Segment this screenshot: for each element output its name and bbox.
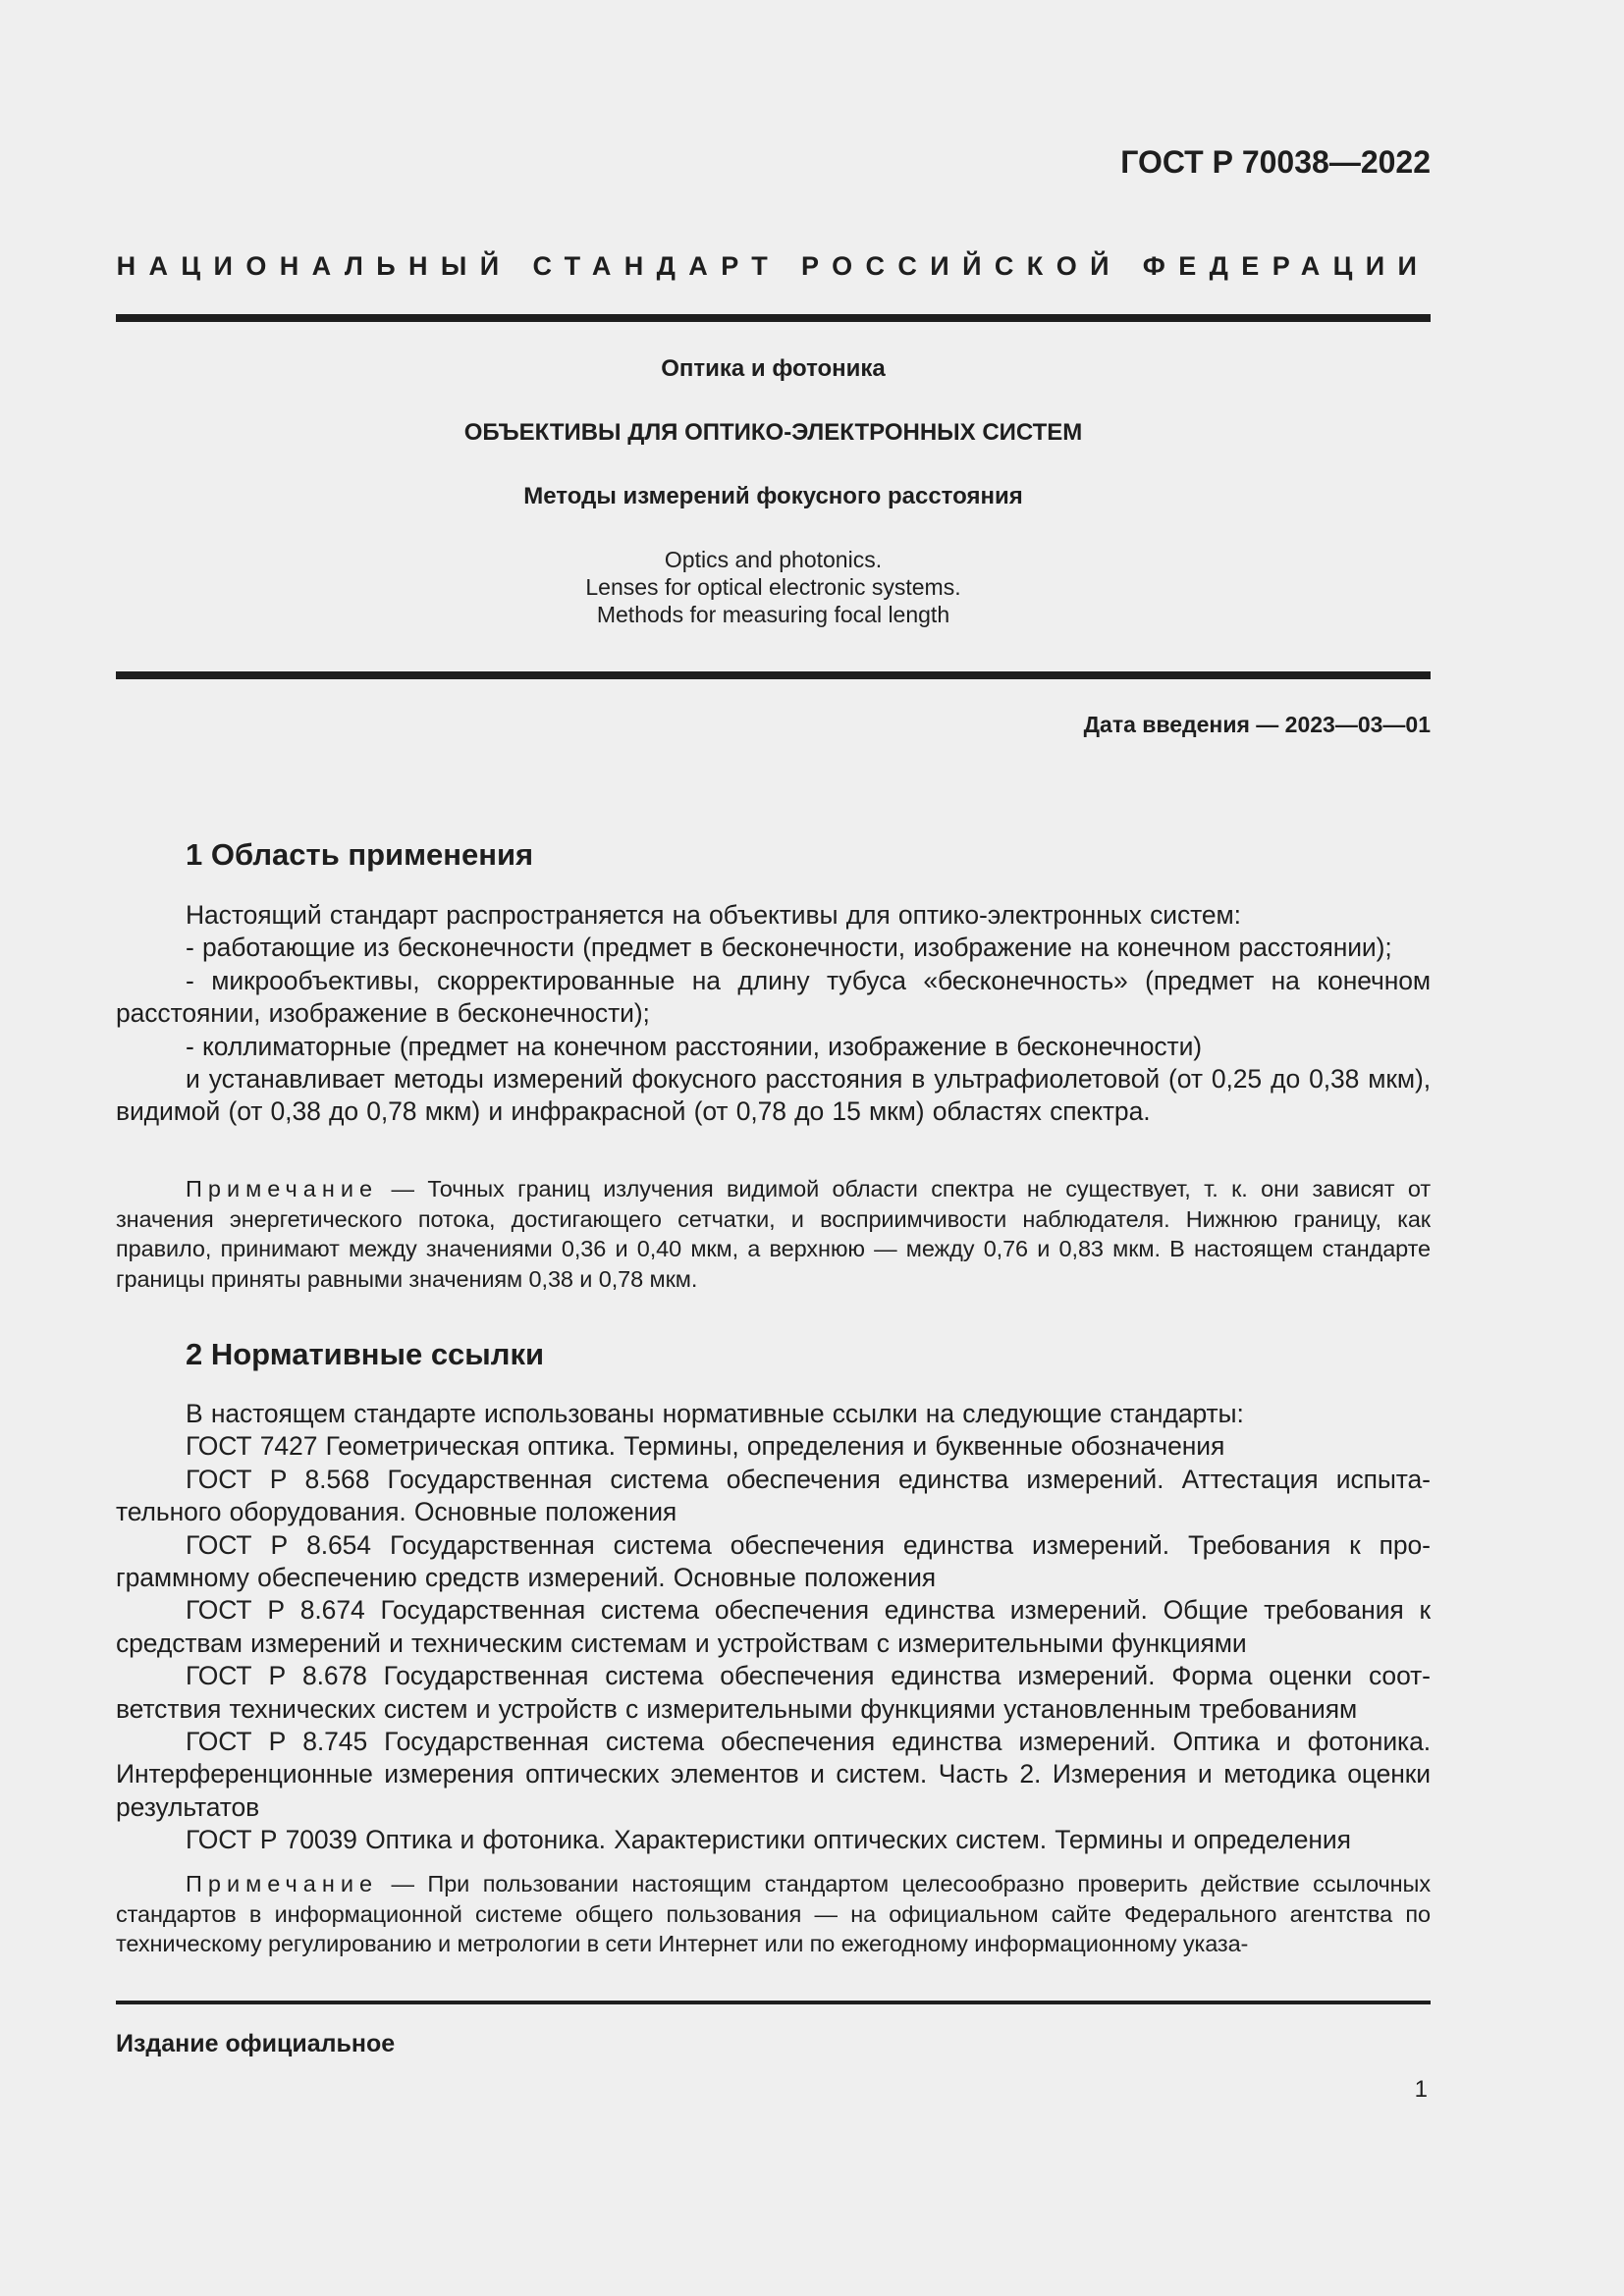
section-1-title: 1 Область применения: [186, 837, 534, 872]
title-en-line-2: Lenses for optical electronic systems.: [585, 574, 961, 600]
section-2-body: [116, 1398, 1431, 1857]
note-label: Примечание: [186, 1176, 379, 1201]
introduction-date: Дата введения — 2023—03—01: [1083, 712, 1431, 737]
reference-item: ГОСТ Р 8.654 Государственная система обеспечения единства измерений. Требования к программному обеспечению средств измерений. Основные положения: [116, 1529, 1431, 1593]
section-1-body: [116, 899, 1431, 1129]
gost-number: ГОСТ Р 70038—2022: [1120, 144, 1431, 180]
note-label: Примечание: [186, 1871, 379, 1896]
section-2-title: 2 Нормативные ссылки: [186, 1337, 545, 1371]
page-number: 1: [1414, 2076, 1428, 2103]
note-text: При пользовании настоящим стандартом целесообразно проверить действие ссылочных стандартов в информационной системе общего пользования — на официальном сайте Федерального агентства по техническому регулированию и метрологии в сети Интернет или по ежегодному информационному указа-: [116, 1871, 1431, 1957]
reference-intro: В настоящем стандарте использованы нормативные ссылки на следующие стандарты:: [186, 1399, 1244, 1428]
edition-label: Издание официальное: [116, 2030, 396, 2057]
title-sub: Методы измерений фокусного расстояния: [523, 483, 1023, 509]
reference-item: ГОСТ Р 70039 Оптика и фотоника. Характеристики оптических систем. Термины и определения: [186, 1825, 1351, 1855]
title-field: Оптика и фотоника: [661, 355, 886, 382]
note-dash: —: [378, 1176, 428, 1201]
section-1-paragraph: - микрообъективы, скорректированные на длину тубуса «бесконечность» (предмет на конечном расстоянии, изображение в бесконечности);: [116, 965, 1431, 1029]
note-text: Точных границ излучения видимой области спектра не существует, т. к. они зависят от значения энергетического потока, достигающего сетчатки, и восприимчивости наблюдателя. Нижнюю границу, как правило, принимают между значениями 0,36 и 0,40 мкм, а верхнюю — между 0,76 и 0,83 мкм. В настоящем стандарте границы приняты равными значениям 0,38 и 0,78 мкм.: [116, 1176, 1431, 1292]
header-rule-top: [116, 314, 1431, 322]
title-main: ОБЪЕКТИВЫ ДЛЯ ОПТИКО-ЭЛЕКТРОННЫХ СИСТЕМ: [463, 419, 1083, 446]
section-1-paragraph: - работающие из бесконечности (предмет в бесконечности, изображение на конечном расстоянии);: [186, 933, 1392, 963]
section-1-paragraph: Настоящий стандарт распространяется на объективы для оптико-электронных систем:: [186, 900, 1241, 930]
reference-item: ГОСТ Р 8.678 Государственная система обеспечения единства измерений. Форма оценки соответствия технических систем и устройств с измерительными функциями установленным требованиям: [116, 1661, 1431, 1724]
header-rule-bottom: [116, 671, 1431, 679]
reference-item: ГОСТ Р 8.745 Государственная система обеспечения единства измерений. Оптика и фотоника. Интерференционные измерения оптических элементов и систем. Часть 2. Измерения и методика оценки результатов: [116, 1727, 1431, 1822]
section-1-paragraph: - коллиматорные (предмет на конечном расстоянии, изображение в бесконечности): [186, 1031, 1203, 1061]
section-1-note: [116, 1174, 1431, 1294]
section-1-paragraph: и устанавливает методы измерений фокусного расстояния в ультрафиолетовой (от 0,25 до 0,38 мкм), видимой (от 0,38 до 0,78 мкм) и инфракрасной (от 0,78 до 15 мкм) областях спектра.: [116, 1064, 1431, 1127]
section-2-note: [116, 1869, 1431, 1959]
title-en-line-1: Optics and photonics.: [664, 547, 883, 572]
title-en-line-3: Methods for measuring focal length: [596, 602, 950, 627]
reference-item: ГОСТ Р 8.568 Государственная система обеспечения единства измерений. Аттестация испытательного оборудования. Основные положения: [116, 1464, 1431, 1527]
footer-rule: [116, 2001, 1431, 2004]
reference-item: ГОСТ Р 8.674 Государственная система обеспечения единства измерений. Общие требования к средствам измерений и техническим системам и устройствам с измерительными функциями: [116, 1595, 1431, 1658]
national-standard-heading: НАЦИОНАЛЬНЫЙ СТАНДАРТ РОССИЙСКОЙ ФЕДЕРАЦИИ: [116, 251, 1431, 281]
note-dash: —: [378, 1871, 428, 1896]
reference-item: ГОСТ 7427 Геометрическая оптика. Термины, определения и буквенные обозначения: [186, 1431, 1225, 1462]
